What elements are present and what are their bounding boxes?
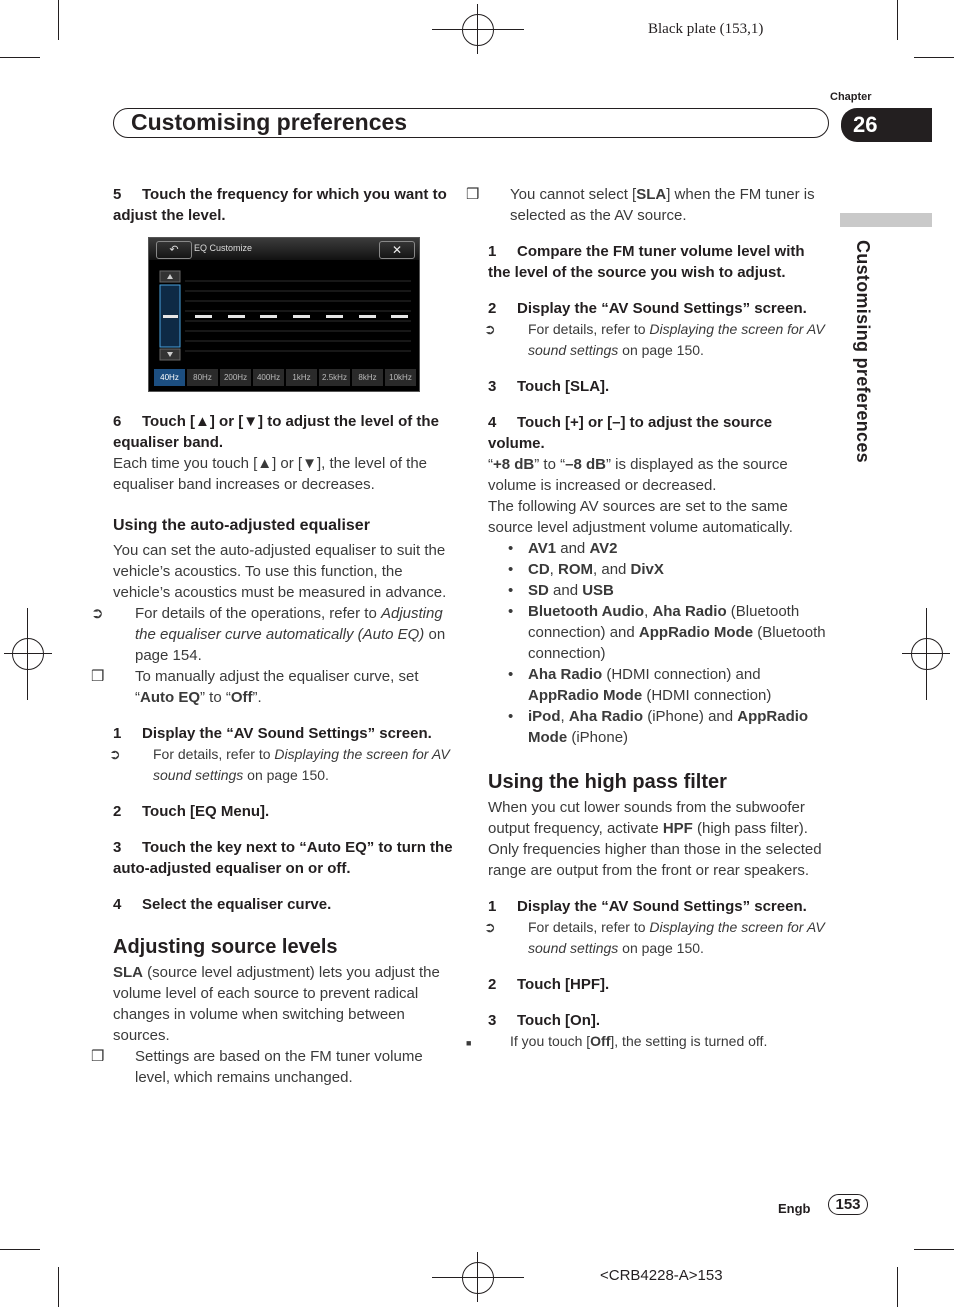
av-source-item: • AV1 and AV2 <box>508 540 618 557</box>
hpf-step-3: 3 Touch [On]. <box>488 1012 601 1029</box>
crop-mark <box>0 57 40 58</box>
page-number: 153 <box>828 1194 868 1215</box>
bullet-icon: • <box>508 666 514 683</box>
step-5: 5 Touch the frequency for which you want to adjust the level. <box>113 186 447 224</box>
sla-heading: Adjusting source levels <box>113 936 338 958</box>
band-2-5khz: 2.5kHz <box>319 369 350 386</box>
crop-mark <box>914 57 954 58</box>
av-source-list <box>488 538 830 748</box>
language-label: Engb <box>778 1201 811 1216</box>
band-selector <box>154 369 416 386</box>
av-source-item: • SD and USB <box>508 582 614 599</box>
av-source-item: • CD, ROM, and DivX <box>508 561 664 578</box>
band-40hz: 40Hz <box>154 369 185 386</box>
auto-step-3: 3 Touch the key next to “Auto EQ” to turn the auto-adjusted equaliser on or off. <box>113 839 453 877</box>
av-source-item: • Aha Radio (HDMI connection) and AppRadio Mode (HDMI connection) <box>508 666 772 704</box>
sla-fm-note: ❒ You cannot select [SLA] when the FM tuner is selected as the AV source. <box>466 186 815 224</box>
note-box-icon: ❒ <box>91 668 105 685</box>
hpf-step-2: 2 Touch [HPF]. <box>488 976 610 993</box>
hpf-step-1: 1 Display the “AV Sound Settings” screen. <box>488 898 807 915</box>
auto-eq-heading: Using the auto-adjusted equaliser <box>113 517 370 534</box>
left-column <box>113 184 458 226</box>
hpf-step-1-reference: ➲ For details, refer to Displaying the screen for AV sound settings on page 150. <box>484 919 825 956</box>
arrow-icon: ➲ <box>484 321 496 337</box>
eq-customize-screenshot <box>148 237 420 392</box>
chapter-number: 26 <box>841 108 932 142</box>
note-box-icon: ❒ <box>466 186 480 203</box>
arrow-icon: ➲ <box>484 919 496 935</box>
auto-step-1-reference: ➲ For details, refer to Displaying the screen for AV sound settings on page 150. <box>109 746 450 783</box>
sla-body: SLA (source level adjustment) lets you adjust the volume level of each source to prevent radical changes in volume when switching between sources. <box>113 964 440 1044</box>
page-title: Customising preferences <box>131 109 408 135</box>
hpf-heading: Using the high pass filter <box>488 771 727 793</box>
sla-step-2: 2 Display the “AV Sound Settings” screen. <box>488 300 807 317</box>
sla-step-3: 3 Touch [SLA]. <box>488 378 610 395</box>
crop-mark <box>914 1249 954 1250</box>
note-box-icon: ❒ <box>91 1048 105 1065</box>
crop-mark <box>897 1267 898 1307</box>
bullet-icon: • <box>508 603 514 620</box>
arrow-icon: ➲ <box>91 605 104 622</box>
band-1khz: 1kHz <box>286 369 317 386</box>
auto-eq-body: You can set the auto-adjusted equaliser to suit the vehicle’s acoustics. To use this function, the vehicle’s acoustics must be measured in advance. <box>113 542 447 601</box>
auto-step-4: 4 Select the equaliser curve. <box>113 896 332 913</box>
hpf-step-3-note: ■ If you touch [Off], the setting is turned off. <box>488 1031 830 1054</box>
sla-note: ❒ Settings are based on the FM tuner volume level, which remains unchanged. <box>91 1048 423 1086</box>
bullet-icon: • <box>508 708 514 725</box>
band-8khz: 8kHz <box>352 369 383 386</box>
sla-step-4-body-2: The following AV sources are set to the same source level adjustment volume automatically. <box>488 498 793 536</box>
bullet-icon: • <box>508 561 514 578</box>
hpf-body: When you cut lower sounds from the subwoofer output frequency, activate HPF (high pass filter). Only frequencies higher than those in the selected range are output from the front or rear speakers. <box>488 799 822 879</box>
crop-mark <box>897 0 898 40</box>
auto-step-2: 2 Touch [EQ Menu]. <box>113 803 270 820</box>
auto-eq-note: ❒ To manually adjust the equaliser curve, set “Auto EQ” to “Off”. <box>91 668 419 706</box>
band-80hz: 80Hz <box>187 369 218 386</box>
sla-step-4-body: “+8 dB” to “–8 dB” is displayed as the source volume is increased or decreased. <box>488 456 788 494</box>
sla-step-4: 4 Touch [+] or [–] to adjust the source volume. <box>488 414 773 452</box>
band-200hz: 200Hz <box>220 369 251 386</box>
screenshot-titlebar <box>149 238 419 260</box>
step-6: 6 Touch [▲] or [▼] to adjust the level of the equaliser band. <box>113 413 439 451</box>
eq-graph <box>149 261 419 371</box>
bullet-icon: • <box>508 540 514 557</box>
square-bullet-icon: ■ <box>466 1038 472 1048</box>
side-tab-bar <box>840 213 932 227</box>
arrow-icon: ➲ <box>109 746 121 762</box>
back-icon: ↶ <box>156 241 192 259</box>
av-source-item: • Bluetooth Audio, Aha Radio (Bluetooth connection) and AppRadio Mode (Bluetooth connection) <box>508 603 826 662</box>
plate-label: Black plate (153,1) <box>648 21 764 37</box>
screenshot-title: EQ Customize <box>194 243 253 253</box>
step-6-body: Each time you touch [▲] or [▼], the level of the equaliser band increases or decreases. <box>113 455 428 493</box>
av-source-item: • iPod, Aha Radio (iPhone) and AppRadio Mode (iPhone) <box>508 708 809 746</box>
bullet-icon: • <box>508 582 514 599</box>
sla-step-2-reference: ➲ For details, refer to Displaying the screen for AV sound settings on page 150. <box>484 321 825 358</box>
close-icon: ✕ <box>379 241 415 259</box>
crop-mark <box>58 1267 59 1307</box>
band-10khz: 10kHz <box>385 369 416 386</box>
right-column <box>466 184 830 1054</box>
sla-step-1: 1 Compare the FM tuner volume level with the level of the source you wish to adjust. <box>488 243 805 281</box>
auto-step-1: 1 Display the “AV Sound Settings” screen. <box>113 725 432 742</box>
chapter-label: Chapter <box>830 91 872 103</box>
document-code: <CRB4228-A>153 <box>600 1267 723 1284</box>
auto-eq-reference: ➲ For details of the operations, refer to Adjusting the equaliser curve automatically (Auto EQ) on page 154. <box>91 605 446 664</box>
left-column-body <box>91 411 458 1088</box>
crop-mark <box>58 0 59 40</box>
side-tab-label: Customising preferences <box>853 240 873 463</box>
band-400hz: 400Hz <box>253 369 284 386</box>
crop-mark <box>0 1249 40 1250</box>
